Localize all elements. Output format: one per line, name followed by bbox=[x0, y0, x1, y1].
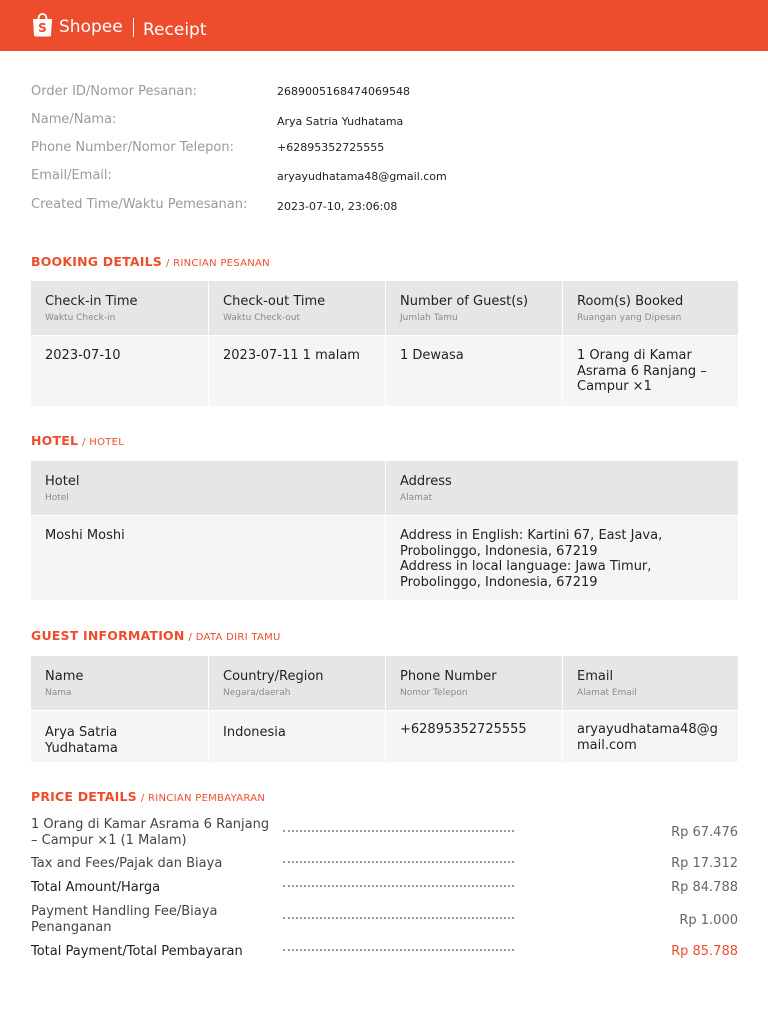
booking-section-title: BOOKING DETAILS / RINCIAN PESANAN bbox=[31, 254, 270, 269]
dotted-leader bbox=[283, 861, 514, 863]
price-section-subtitle: / RINCIAN PEMBAYARAN bbox=[140, 793, 266, 804]
hotel-section-title: HOTEL / HOTEL bbox=[31, 433, 125, 448]
hotel-section-subtitle: / HOTEL bbox=[82, 437, 125, 448]
svg-text:S: S bbox=[38, 21, 47, 35]
table-row bbox=[31, 711, 738, 762]
price-row-handling-fee bbox=[31, 904, 738, 938]
price-row-total-amount bbox=[31, 880, 738, 898]
price-label: Total Payment/Total Pembayaran bbox=[31, 944, 243, 959]
table-row bbox=[31, 516, 738, 600]
order-id-value: 2689005168474069548 bbox=[277, 85, 410, 98]
table-header-row bbox=[31, 281, 738, 336]
booking-section-subtitle: / RINCIAN PESANAN bbox=[165, 258, 270, 269]
guest-phone-value: +62895352725555 bbox=[385, 711, 562, 762]
created-time-label: Created Time/Waktu Pemesanan: bbox=[31, 197, 248, 212]
dotted-leader bbox=[283, 917, 514, 919]
address-english: Address in English: Kartini 67, East Java, Probolinggo, Indonesia, 67219 bbox=[400, 528, 663, 559]
table-header-row bbox=[31, 656, 738, 711]
guest-section-subtitle: / DATA DIRI TAMU bbox=[188, 632, 281, 643]
rooms-value: 1 Orang di Kamar Asrama 6 Ranjang – Campur ×1 bbox=[562, 336, 738, 406]
address-local: Address in local language: Jawa Timur, Probolinggo, Indonesia, 67219 bbox=[400, 559, 652, 590]
price-label: Payment Handling Fee/Biaya Penanganan bbox=[31, 904, 218, 935]
price-value: Rp 84.788 bbox=[671, 880, 738, 895]
table-header-cell: Phone Number Nomor Telepon bbox=[385, 656, 562, 710]
dotted-leader bbox=[283, 830, 514, 832]
brand-name: Shopee bbox=[59, 17, 123, 37]
name-value: Arya Satria Yudhatama bbox=[277, 115, 404, 128]
table-header-cell: Address Alamat bbox=[385, 461, 738, 515]
page-title: Receipt bbox=[143, 20, 207, 40]
email-label: Email/Email: bbox=[31, 168, 112, 183]
table-header-cell: Email Alamat Email bbox=[562, 656, 738, 710]
dotted-leader bbox=[283, 885, 514, 887]
price-value: Rp 1.000 bbox=[679, 913, 738, 928]
table-header-row bbox=[31, 461, 738, 516]
price-row-room bbox=[31, 817, 738, 851]
price-section-title: PRICE DETAILS / RINCIAN PEMBAYARAN bbox=[31, 789, 266, 804]
table-header-cell: Name Nama bbox=[31, 656, 208, 710]
phone-value: +62895352725555 bbox=[277, 141, 385, 154]
price-value: Rp 67.476 bbox=[671, 825, 738, 840]
booking-table bbox=[31, 281, 738, 406]
guest-country-value: Indonesia bbox=[208, 711, 385, 762]
app-header bbox=[0, 0, 768, 51]
price-row-total-payment bbox=[31, 944, 738, 962]
email-value: aryayudhatama48@gmail.com bbox=[277, 170, 447, 183]
header-divider bbox=[133, 18, 134, 37]
hotel-name-value: Moshi Moshi bbox=[31, 516, 385, 600]
dotted-leader bbox=[283, 949, 514, 951]
table-header-cell: Check-out Time Waktu Check-out bbox=[208, 281, 385, 335]
table-header-cell: Country/Region Negara/daerah bbox=[208, 656, 385, 710]
table-header-cell: Room(s) Booked Ruangan yang Dipesan bbox=[562, 281, 738, 335]
shopee-bag-icon bbox=[31, 13, 54, 37]
table-header-cell: Check-in Time Waktu Check-in bbox=[31, 281, 208, 335]
total-payment-value: Rp 85.788 bbox=[671, 944, 738, 959]
table-row bbox=[31, 336, 738, 406]
checkout-value: 2023-07-11 1 malam bbox=[208, 336, 385, 406]
guest-table bbox=[31, 656, 738, 762]
table-header-cell: Hotel Hotel bbox=[31, 461, 385, 515]
guests-value: 1 Dewasa bbox=[385, 336, 562, 406]
table-header-cell: Number of Guest(s) Jumlah Tamu bbox=[385, 281, 562, 335]
guest-section-title: GUEST INFORMATION / DATA DIRI TAMU bbox=[31, 628, 281, 643]
name-label: Name/Nama: bbox=[31, 112, 117, 127]
order-id-label: Order ID/Nomor Pesanan: bbox=[31, 84, 198, 99]
guest-email-value: aryayudhatama48@g mail.com bbox=[562, 711, 738, 762]
checkin-value: 2023-07-10 bbox=[31, 336, 208, 406]
phone-label: Phone Number/Nomor Telepon: bbox=[31, 140, 234, 155]
price-label: Total Amount/Harga bbox=[31, 880, 161, 895]
price-row-tax bbox=[31, 856, 738, 874]
price-label: 1 Orang di Kamar Asrama 6 Ranjang – Campur ×1 (1 Malam) bbox=[31, 817, 270, 848]
price-label: Tax and Fees/Pajak dan Biaya bbox=[31, 856, 223, 871]
price-value: Rp 17.312 bbox=[671, 856, 738, 871]
created-time-value: 2023-07-10, 23:06:08 bbox=[277, 200, 398, 213]
hotel-address-value bbox=[385, 516, 738, 600]
hotel-table bbox=[31, 461, 738, 600]
guest-name-value: Arya Satria Yudhatama bbox=[31, 711, 208, 762]
